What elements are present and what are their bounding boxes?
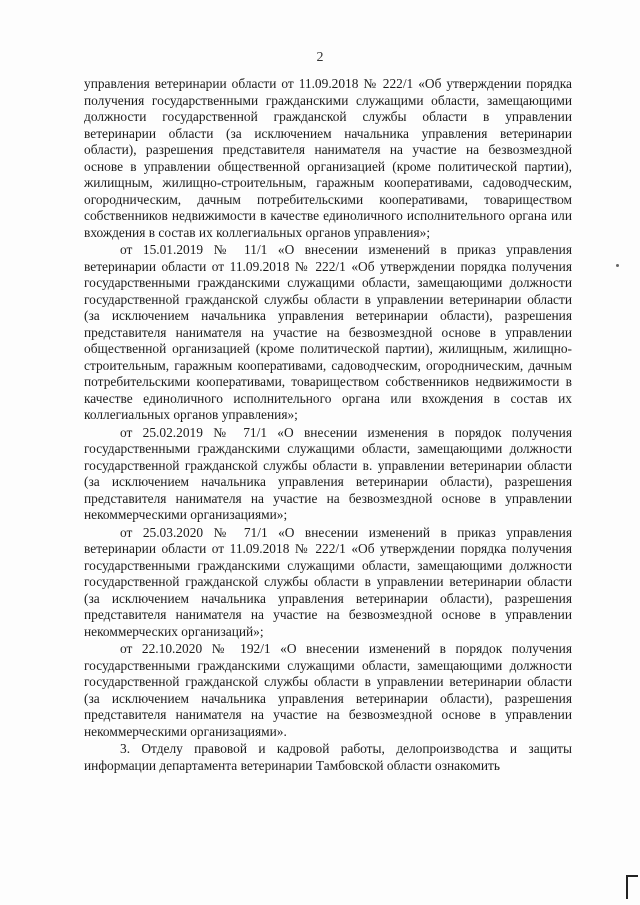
paragraph-continued: управления ветеринарии области от 11.09.2018 № 222/1 «Об утверждении порядка получения государственными гражданскими служащими области, замещающими должности государственной гражданской службы области в управлении ветеринарии области (за исключением начальника управления ветеринарии области), разрешения представителя нанимателя на участие на безвозмездной основе в управлении общественной организацией (кроме политической партии), жилищным, жилищно-строительным, гаражным кооперативами, садоводческим, огородническим, дачным потребительскими кооперативами, товариществом собственников недвижимости в качестве единоличного исполнительного органа или вхождения в состав их коллегиальных органов управления»; [84,76,572,240]
paragraph-order-2019-02: от 25.02.2019 № 71/1 «О внесении изменения в порядок получения государственными гражданскими служащими области, замещающими должности государственной гражданской службы области в. управлении ветеринарии области (за исключением начальника управления ветеринарии области), разрешения представителя нанимателя на участие на безвозмездной основе в управлении некоммерческими организациями»; [84,424,572,522]
scan-edge-mark [626,875,638,899]
paragraph-order-2020-10: от 22.10.2020 № 192/1 «О внесении изменений в порядок получения государственными гражданскими служащими области, замещающими должности государственной гражданской службы области в управлении ветеринарии области (за исключением начальника управления ветеринарии области), разрешения представителя нанимателя на участие на безвозмездной основе в управлении некоммерческими организациями». [84,641,572,739]
paragraph-order-2020-03: от 25.03.2020 № 71/1 «О внесении изменений в приказ управления ветеринарии области от 11.09.2018 № 222/1 «Об утверждении порядка получения государственными гражданскими служащими области, замещающими должности государственной гражданской службы области в управлении ветеринарии области (за исключением начальника управления ветеринарии области), разрешения представителя нанимателя на участие на безвозмездной основе в управлении некоммерческих организаций»; [84,524,572,639]
page-number: 2 [316,50,324,65]
document-body [84,76,572,774]
paragraph-item-3: 3. Отделу правовой и кадровой работы, делопроизводства и защиты информации департамента ветеринарии Тамбовской области ознакомить [84,741,572,773]
paragraph-order-2019-01: от 15.01.2019 № 11/1 «О внесении изменений в приказ управления ветеринарии области от 11.09.2018 № 222/1 «Об утверждении порядка получения государственными гражданскими служащими области, замещающими должности государственной гражданской службы области в управлении ветеринарии области (за исключением начальника управления ветеринарии области), разрешения представителя нанимателя на участие на безвозмездной основе в управлении общественной организацией (кроме политической партии), жилищным, жилищно-строительным, гаражным кооперативами, садоводческим, огородническим, дачным потребительскими кооперативами, товариществом собственников недвижимости в качестве единоличного исполнительного органа или вхождения в состав их коллегиальных органов управления»; [84,242,572,422]
scan-dot-mark [616,264,619,267]
